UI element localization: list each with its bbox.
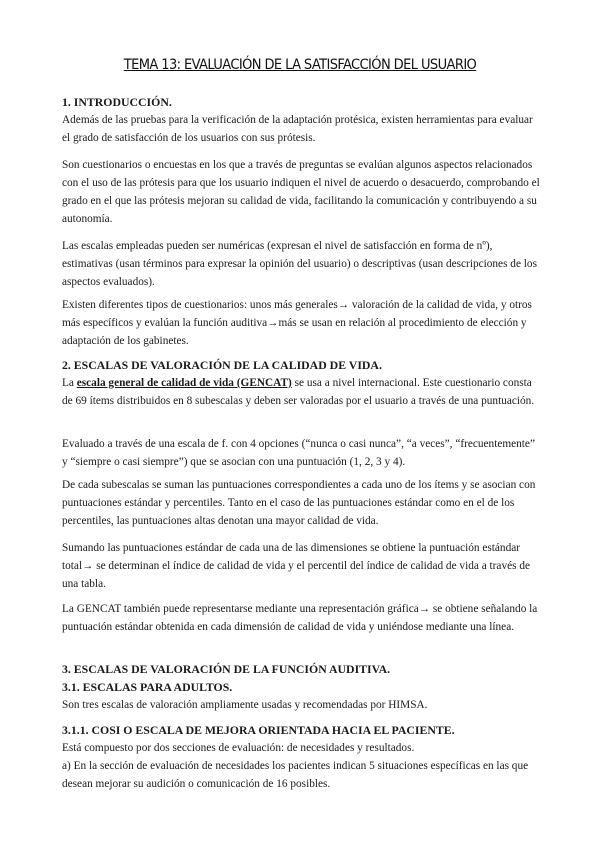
paragraph-block [62,539,540,593]
subsection-cosi [62,721,540,793]
subsection-heading: 3.1.1. COSI O ESCALA DE MEJORA ORIENTADA HACIA EL PACIENTE. [62,723,455,737]
page-title: TEMA 13: EVALUACIÓN DE LA SATISFACCIÓN DEL USUARIO [123,57,477,73]
text-run: La [62,377,77,389]
paragraph: Son tres escalas de valoración ampliamente usadas y recomendadas por HIMSA. [62,699,428,711]
text-run: se usa a nivel internacional. Este cuestionario consta de 69 ítems distribuidos en 8 subescalas y deben ser valoradas por el usuario a través de una puntuación. [62,377,535,407]
paragraph-block [62,600,540,636]
paragraph: De cada subescalas se suman las puntuaciones correspondientes a cada uno de los ítems y se asocian con puntuaciones estándar y percentiles. Tanto en el caso de las puntuaciones estándar como en el de los percentiles, las puntuaciones altas denotan una mayor calidad de vida. [62,479,536,527]
paragraph: Además de las pruebas para la verificación de la adaptación protésica, existen herramientas para evaluar el grado de satisfacción de los usuarios con sus prótesis. [62,114,533,144]
subsection-heading: 3.1. ESCALAS PARA ADULTOS. [62,680,233,694]
paragraph: Está compuesto por dos secciones de evaluación: de necesidades y resultados. [62,742,415,754]
paragraph-block [62,156,540,228]
section-heading: 1. INTRODUCCIÓN. [62,95,172,109]
paragraph: Sumando las puntuaciones estándar de cada una de las dimensiones se obtiene la puntuación estándar total→ se determinan el índice de calidad de vida y el percentil del índice de calidad de vida a través de una tabla. [62,542,530,590]
section-heading: 2. ESCALAS DE VALORACIÓN DE LA CALIDAD DE VIDA. [62,358,382,372]
paragraph-block [62,296,540,350]
paragraph-block [62,237,540,291]
paragraph: Evaluado a través de una escala de f. con 4 opciones (“nunca o casi nunca”, “a veces”, “frecuentemente” y “siempre o casi siempre”) que se asocian con una puntuación (1, 2, 3 y 4). [62,438,535,468]
paragraph: Las escalas empleadas pueden ser numéricas (expresan el nivel de satisfacción en forma de nº), estimativas (usan términos para expresar la opinión del usuario) o descriptivas (usan descripciones de los aspectos evaluados). [62,240,537,288]
paragraph: Son cuestionarios o encuestas en los que a través de preguntas se evalúan algunos aspectos relacionados con el uso de las prótesis para que los usuario indiquen el nivel de acuerdo o desacuerdo, comprobando el grado en el que las prótesis mejoran su calidad de vida, facilitando la comunicación y contribuyendo a su autonomía. [62,159,540,225]
paragraph-block [62,476,540,530]
section-introduction [62,93,540,147]
paragraph-block [62,435,540,471]
paragraph: La GENCAT también puede representarse mediante una representación gráfica→ se obtiene señalando la puntuación estándar obtenida en cada dimensión de calidad de vida y uniéndose mediante una línea. [62,603,538,633]
paragraph: Existen diferentes tipos de cuestionarios: unos más generales→ valoración de la calidad de vida, y otros más específicos y evalúan la función auditiva→más se usan en relación al procedimiento de elección y adaptación de los gabinetes. [62,299,532,347]
paragraph [62,374,540,410]
gencat-term: escala general de calidad de vida (GENCAT) [76,377,292,389]
section-heading: 3. ESCALAS DE VALORACIÓN DE LA FUNCIÓN AUDITIVA. [62,662,391,676]
paragraph: a) En la sección de evaluación de necesidades los pacientes indican 5 situaciones específicas en las que desean mejorar su audición o comunicación de 16 posibles. [62,760,529,790]
section-quality-of-life [62,356,540,410]
section-hearing-function [62,660,540,714]
